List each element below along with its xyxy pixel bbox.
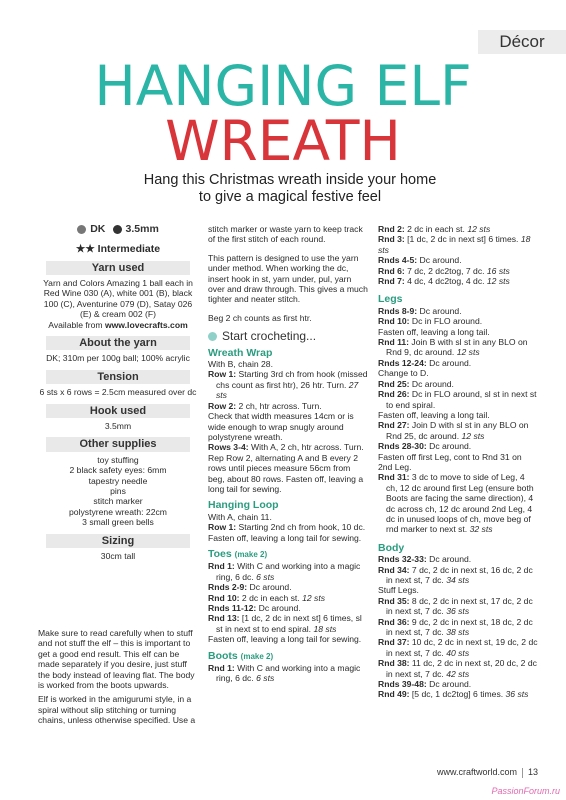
pattern-row: Rnd 10: Dc in FLO around. <box>378 316 483 327</box>
pattern-line: Stuff Legs. <box>378 585 419 596</box>
pattern-row: Rnd 38: 11 dc, 2 dc in next st, 20 dc, 2 dc in next st, 7 dc. 42 sts <box>378 658 537 679</box>
pattern-row: Rnd 36: 9 dc, 2 dc in next st, 18 dc, 2 dc in next st, 7 dc. 38 sts <box>378 616 533 638</box>
supply-item: stitch marker <box>93 496 143 507</box>
yarn-ball-icon <box>77 225 86 234</box>
body-heading: Body <box>378 541 405 554</box>
section-tag: Décor <box>478 30 566 54</box>
spec-badges <box>38 224 198 236</box>
title-line-1: HANGING ELF <box>94 54 472 118</box>
pattern-row: Rnd 1: With C and working into a magic ring, 6 dc. 6 sts <box>208 663 361 684</box>
pattern-row: Rnd 10: 2 dc in each st. 12 sts <box>208 592 326 603</box>
subtitle: Hang this Christmas wreath inside your home to give a magical festive feel <box>143 172 437 205</box>
legs-heading: Legs <box>378 293 403 306</box>
page-number: 13 <box>527 767 538 777</box>
boots-heading: Boots (make 2) <box>208 649 274 662</box>
hanging-loop-heading: Hanging Loop <box>208 499 279 512</box>
pattern-line: With A, chain 11. <box>208 511 272 522</box>
pattern-line: Check that width measures 14cm or is wide enough to wrap snugly around polystyrene wreath. <box>208 411 354 442</box>
pattern-row: Rnd 25: Dc around. <box>378 378 454 389</box>
supply-item: toy stuffing <box>97 454 139 465</box>
supplies-heading: Other supplies <box>46 437 190 451</box>
pattern-row: Rnd 1: With C and working into a magic ring, 6 dc. 6 sts <box>208 561 361 582</box>
pattern-row: Rnd 26: Dc in FLO around, sl st in next st to end spiral. <box>378 389 537 410</box>
pattern-row: Rnds 12-24: Dc around. <box>378 357 472 368</box>
pattern-row: Row 1: Starting 3rd ch from hook (missed chs count as first htr), 26 htr. Turn. 27 sts <box>208 369 368 401</box>
toes-heading: Toes (make 2) <box>208 547 268 560</box>
sizing-text: 30cm tall <box>100 551 136 562</box>
page-footer <box>437 767 538 778</box>
pattern-row: Rnds 2-9: Dc around. <box>208 582 292 593</box>
pattern-line: Fasten off, leaving a long tail for sewing. <box>208 634 362 645</box>
tension-heading: Tension <box>46 370 190 384</box>
pattern-row: Rnds 32-33: Dc around. <box>378 554 472 565</box>
pattern-row: Rnd 11: Join B with sl st in any BLO on Rnd 9, dc around. 12 sts <box>378 337 528 358</box>
pattern-row: Rnds 39-48: Dc around. <box>378 679 472 690</box>
pattern-row: Rnd 49: [5 dc, 1 dc2tog] 6 times. 36 sts <box>378 689 529 700</box>
about-text: DK; 310m per 100g ball; 100% acrylic <box>46 353 190 364</box>
pattern-line: With B, chain 28. <box>208 359 273 370</box>
title-line-2: WREATH <box>165 109 401 173</box>
pattern-line: Fasten off, leaving a long tail. <box>378 409 490 420</box>
sizing-heading: Sizing <box>46 534 190 548</box>
footer-site[interactable]: www.craftworld.com <box>436 767 517 777</box>
wreath-wrap-heading: Wreath Wrap <box>208 346 273 359</box>
pattern-row: Row 2: 2 ch, htr across. Turn. <box>208 400 322 411</box>
hook-icon <box>113 225 122 234</box>
pattern-row: Rnd 37: 10 dc, 2 dc in next st, 19 dc, 2 dc in next st, 7 dc. 40 sts <box>378 637 538 658</box>
yarn-used-text: Yarn and Colors Amazing 1 ball each in Red Wine 030 (A), white 001 (B), black 100 (C), Aventurine 079 (D), Satay 026 (E) & cream 002 (F) <box>43 277 193 320</box>
pattern-row: Rnd 6: 7 dc, 2 dc2tog, 7 dc. 16 sts <box>378 265 510 276</box>
hook-heading: Hook used <box>46 404 190 418</box>
intro-paragraph: Make sure to read carefully when to stuff and not stuff the elf – this is important to get a good end result. This elf can be made separately if you desire, just stuff the body instead of leaving flat. The body is worked from the boots upwards. <box>38 628 195 691</box>
intro-paragraph: stitch marker or waste yarn to keep track of the first stitch of each round. <box>208 224 363 245</box>
pattern-line: Change to D. <box>378 368 429 379</box>
pattern-line: Fasten off, leaving a long tail. <box>378 326 490 337</box>
yarn-link[interactable]: www.lovecrafts.com <box>104 319 188 330</box>
pattern-column-3 <box>378 224 538 700</box>
supply-item: 3 small green bells <box>82 517 154 528</box>
pattern-row: Rnd 34: 7 dc, 2 dc in next st, 16 dc, 2 dc in next st, 7 dc. 34 sts <box>378 564 533 585</box>
tension-text: 6 sts x 6 rows = 2.5cm measured over dc <box>39 387 197 398</box>
intro-text <box>38 628 200 726</box>
intro-paragraph: This pattern is designed to use the yarn under method. When working the dc, insert hook in st, yarn under, pul, yarn over and draw through. This gives a much tighter and neater stitch. <box>208 252 368 305</box>
pattern-row: Rnd 27: Join D with sl st in any BLO on Rnd 25, dc around. 12 sts <box>378 420 529 441</box>
pattern-row: Rnds 11-12: Dc around. <box>208 603 301 613</box>
intro-paragraph: Elf is worked in the amigurumi style, in a spiral without slip stitching or turning chains, unless otherwise specified. Use a <box>38 694 196 726</box>
pattern-row: Rnd 7: 4 dc, 4 dc2tog, 4 dc. 12 sts <box>378 276 510 287</box>
start-crocheting: Start crocheting... <box>208 331 368 341</box>
hook-size-badge: 3.5mm <box>113 224 159 234</box>
supply-item: polystyrene wreath: 22cm <box>69 506 167 517</box>
pattern-row: Row 1: Starting 2nd ch from hook, 10 dc. Fasten off, leaving a long tail for sewing. <box>208 522 366 543</box>
intro-paragraph: Beg 2 ch counts as first htr. <box>208 312 312 323</box>
pattern-row: Rows 3-4: With A, 2 ch, htr across. Turn. Rep Row 2, alternating A and B every 2 rows until pieces measure 56cm from beg, about 80 rows. Fasten off, leaving a long tail for sewing. <box>208 442 364 494</box>
about-heading: About the yarn <box>46 336 190 350</box>
pattern-row: Rnd 2: 2 dc in each st. 12 sts <box>378 224 491 234</box>
pattern-row: Rnds 4-5: Dc around. <box>378 255 462 266</box>
supply-item: 2 black safety eyes: 6mm <box>69 465 167 476</box>
watermark: PassionForum.ru <box>491 786 560 796</box>
bullet-dot-icon <box>208 332 217 341</box>
pattern-row: Rnds 28-30: Dc around. <box>378 441 472 452</box>
pattern-row: Rnd 3: [1 dc, 2 dc in next st] 6 times. 18 sts <box>378 234 531 255</box>
yarn-available: Available from www.lovecrafts.com <box>48 319 188 330</box>
pattern-row: Rnd 13: [1 dc, 2 dc in next st] 6 times, sl st in next st to end spiral. 18 sts <box>208 613 362 634</box>
yarn-weight-badge: DK <box>77 224 105 234</box>
supply-item: tapestry needle <box>88 475 148 486</box>
pattern-row: Rnd 35: 8 dc, 2 dc in next st, 17 dc, 2 dc in next st, 7 dc. 36 sts <box>378 595 533 617</box>
pattern-row: Rnd 31: 3 dc to move to side of Leg, 4 ch, 12 dc around first Leg (ensure both Boots are facing the same direction), 4 dc across ch, 12 dc around 2nd Leg, 4 dc in unused loops of ch, move beg of rnd marker to next st. 32 sts <box>378 472 534 535</box>
pattern-column-2 <box>208 224 368 684</box>
hook-text: 3.5mm <box>104 420 132 431</box>
pattern-row: Rnds 8-9: Dc around. <box>378 305 462 316</box>
specs-column <box>38 224 198 561</box>
yarn-used-heading: Yarn used <box>46 261 190 275</box>
supply-item: pins <box>110 486 126 497</box>
pattern-line: Fasten off first Leg, cont to Rnd 31 on 2nd Leg. <box>378 451 522 472</box>
skill-level: ★★ Intermediate <box>75 243 161 256</box>
